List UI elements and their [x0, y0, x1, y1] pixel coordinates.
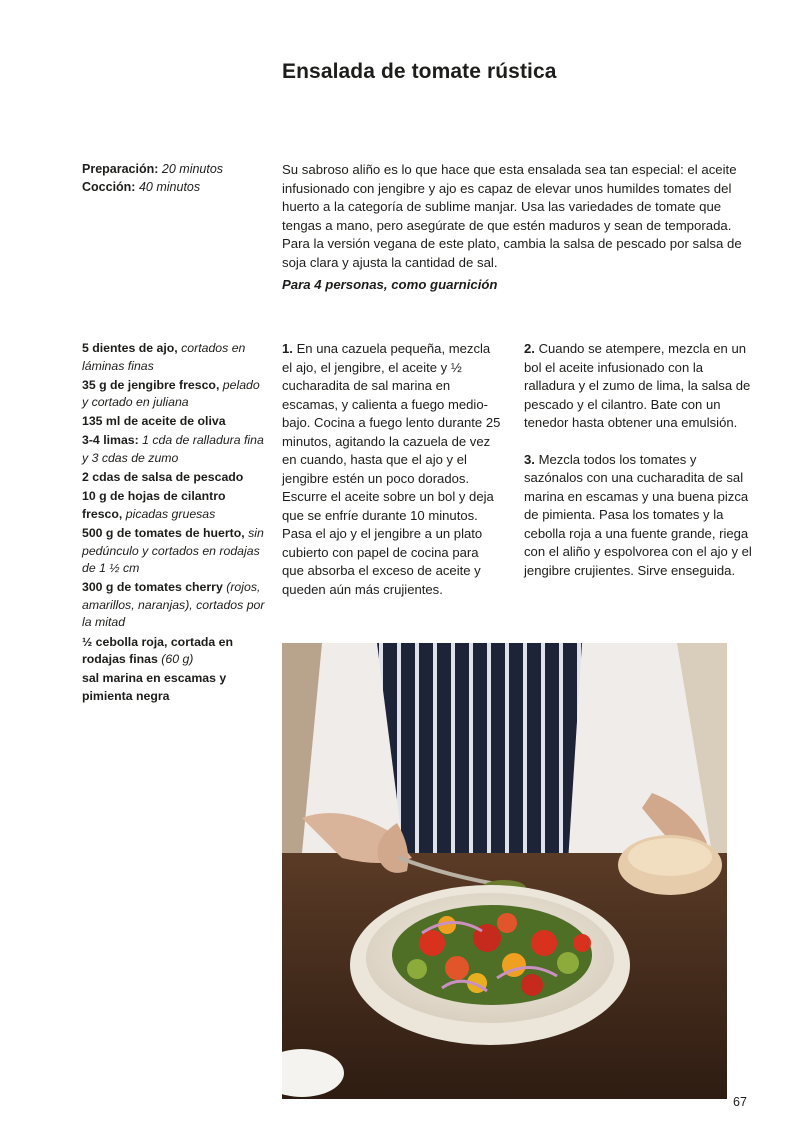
ingredient-item	[82, 377, 268, 412]
ingredient-note: sin pedúnculo y cortados en rodajas de 1 ½ cm	[82, 525, 264, 576]
ingredient-qty: sal marina en escamas y pimienta negra	[82, 671, 227, 703]
ingredient-item	[82, 413, 268, 431]
ingredient-note: (60 g)	[161, 652, 194, 667]
striped-apron	[377, 643, 582, 878]
ingredient-note: picadas gruesas	[125, 506, 216, 521]
method-step	[524, 340, 752, 433]
step-text: En una cazuela pequeña, mezcla el ajo, el jengibre, el aceite y ½ cucharadita de sal marina en escamas, y calienta a fuego medio-bajo. Cocina a fuego lento durante 25 minutos, agitando la cazuela de vez en cuando, hasta que el ajo y el jengibre estén un poco dorados. Escurre el aceite sobre un bol y deja que se enfríe durante 10 minutos. Pasa el ajo y el jengibre a un plato cubierto con papel de cocina para que absorba el exceso de aceite y queden aún más crujientes.	[282, 341, 501, 597]
ingredient-qty: 5 dientes de ajo,	[82, 341, 178, 355]
prep-time	[82, 161, 272, 179]
step-text: Cuando se atempere, mezcla en un bol el aceite infusionado con la ralladura y el zumo de lima, la salsa de pescado y el cilantro. Bate con un tenedor hasta obtener una emulsión.	[524, 341, 751, 430]
ingredient-list	[82, 340, 268, 707]
ingredient-item	[82, 634, 268, 669]
ingredient-item	[82, 670, 268, 705]
ingredient-qty: 35 g de jengibre fresco,	[82, 377, 220, 392]
cook-label: Cocción:	[82, 179, 136, 194]
recipe-intro: Su sabroso aliño es lo que hace que esta ensalada sea tan especial: el aceite infusionado con jengibre y ajo es capaz de elevar unos humildes tomates del huerto a la categoría de sublime manjar. Usa las variedades de tomate que tengas a mano, pero asegúrate de que estén maduros y sean de temporada. Para la versión vegana de este plato, cambia la salsa de pescado por salsa de soja clara y ajusta la cantidad de sal.	[282, 162, 742, 270]
method-step	[282, 340, 504, 599]
ingredient-qty: 500 g de tomates de huerto,	[82, 525, 245, 540]
step-number: 1.	[282, 341, 293, 356]
recipe-serves: Para 4 personas, como guarnición	[282, 277, 498, 292]
ingredient-qty: 300 g de tomates cherry	[82, 580, 223, 595]
prep-value: 20 minutos	[161, 162, 224, 176]
method-step	[524, 451, 752, 581]
step-text: Mezcla todos los tomates y sazónalos con una cucharadita de sal marina en escamas y una buena pizca de pimienta. Pasa los tomates y la cebolla roja a una fuente grande, riega con el aliño y espolvorea con el ajo y el jengibre crujientes. Sirve enseguida.	[524, 451, 752, 578]
prep-label: Preparación:	[82, 162, 159, 176]
ingredient-note: pelado y cortado en juliana	[82, 377, 260, 410]
ingredient-qty: 135 ml de aceite de oliva	[82, 414, 226, 429]
ingredient-qty: 2 cdas de salsa de pescado	[82, 470, 244, 485]
recipe-title: Ensalada de tomate rústica	[282, 60, 557, 83]
ingredient-note: (rojos, amarillos, naranjas), cortados por la mitad	[82, 580, 265, 630]
tomato-salad	[392, 905, 592, 1005]
ingredient-qty: ½ cebolla roja, cortada en rodajas finas	[82, 634, 234, 667]
ingredient-qty: 3-4 limas:	[82, 433, 139, 448]
ingredient-item	[82, 340, 268, 375]
method-column-2	[524, 340, 752, 598]
ingredient-item	[82, 488, 268, 523]
recipe-times	[82, 161, 272, 196]
method-column-1	[282, 340, 504, 617]
ingredient-note: 1 cda de ralladura fina y 3 cdas de zumo	[82, 433, 264, 466]
salad-photo	[282, 643, 727, 1099]
ingredient-item	[82, 432, 268, 467]
cook-time	[82, 179, 272, 197]
ingredient-item	[82, 469, 268, 487]
ingredient-item	[82, 525, 268, 578]
ingredient-item	[82, 579, 268, 632]
page-number: 67	[733, 1095, 747, 1109]
ingredient-note: cortados en láminas finas	[82, 341, 246, 373]
ingredient-qty: 10 g de hojas de cilantro fresco,	[82, 489, 226, 521]
step-number: 2.	[524, 341, 535, 356]
cook-value: 40 minutos	[138, 179, 201, 194]
step-number: 3.	[524, 451, 535, 467]
